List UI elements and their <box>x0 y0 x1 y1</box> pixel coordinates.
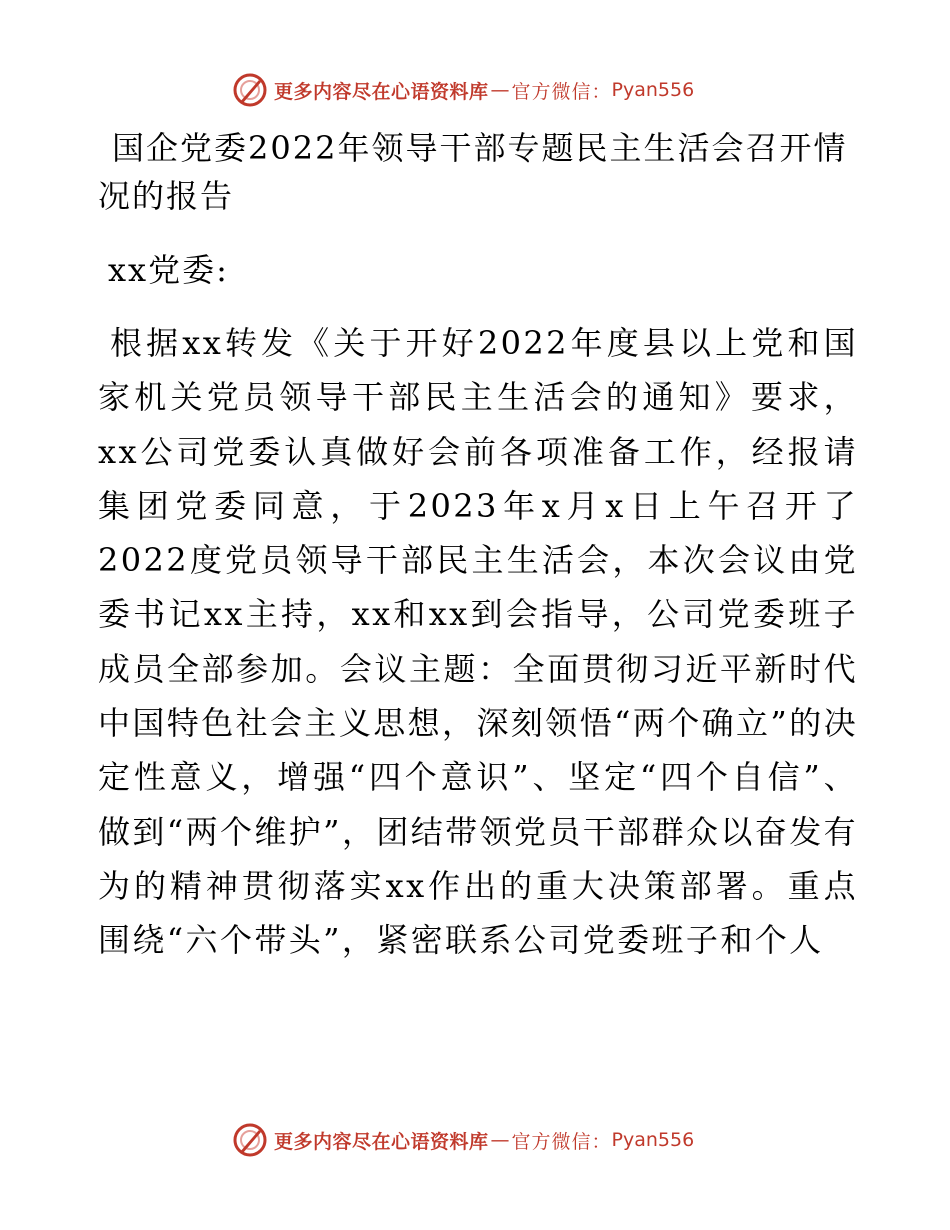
watermark-label: 官方微信： <box>511 80 612 103</box>
watermark-text: 更多内容尽在心语资料库 <box>274 1130 489 1153</box>
salutation: xx党委: <box>108 251 229 289</box>
document-title: 国企党委2022年领导干部专题民主生活会召开情况的报告 <box>98 129 848 215</box>
watermark-label: 官方微信： <box>511 1130 612 1153</box>
header-watermark <box>232 70 752 110</box>
watermark-id: Pyan556 <box>611 1129 695 1151</box>
footer-watermark <box>232 1120 752 1160</box>
body-paragraph: 根据xx转发《关于开好2022年度县以上党和国家机关党员领导干部民主生活会的通知》要求，xx公司党委认真做好会前各项准备工作，经报请集团党委同意，于2023年x月x日上午召开了2022度党员领导干部民主生活会，本次会议由党委书记xx主持，xx和xx到会指导，公司党委班子成员全部参加。会议主题：全面贯彻习近平新时代中国特色社会主义思想，深刻领悟“两个确立”的决定性意义，增强“四个意识”、坚定“四个自信”、做到“两个维护”，团结带领党员干部群众以奋发有为的精神贯彻落实xx作出的重大决策部署。重点围绕“六个带头”，紧密联系公司党委班子和个人 <box>98 324 858 960</box>
watermark-dash: — <box>490 1129 510 1151</box>
quill-logo-icon <box>232 1122 268 1158</box>
watermark-id: Pyan556 <box>611 79 695 101</box>
watermark-text: 更多内容尽在心语资料库 <box>274 80 489 103</box>
quill-logo-icon <box>232 72 268 108</box>
document-content <box>98 124 858 968</box>
watermark-dash: — <box>490 79 510 101</box>
